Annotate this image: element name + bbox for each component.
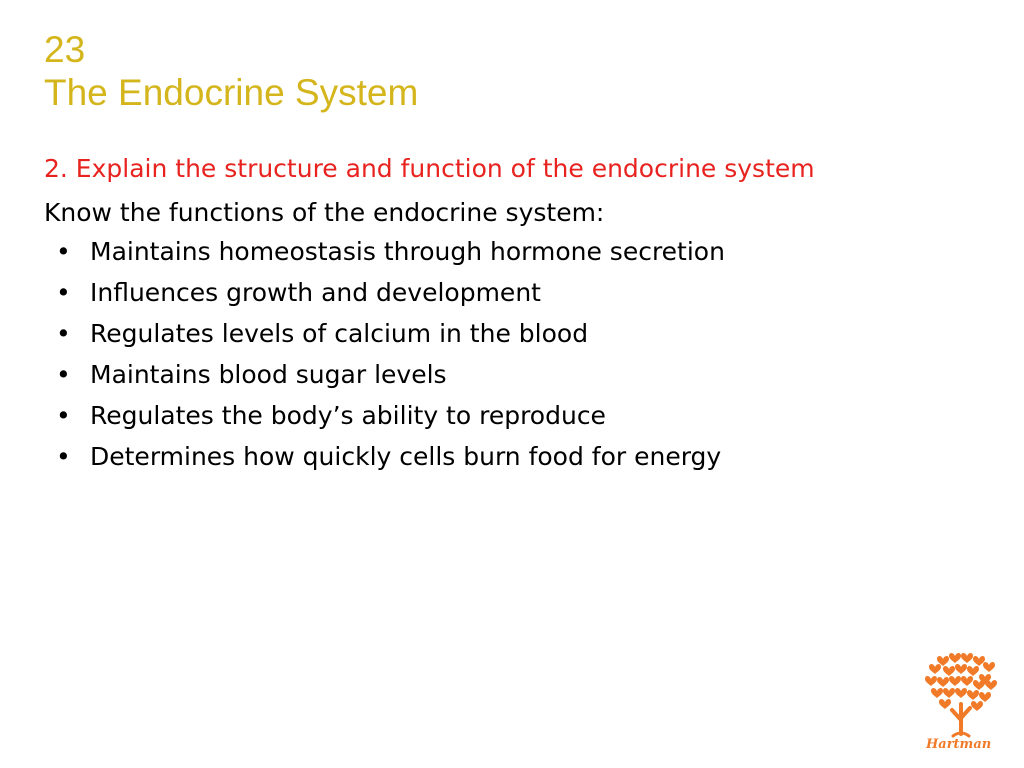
logo-wordmark: Hartman bbox=[926, 737, 992, 752]
bullet-icon: • bbox=[56, 278, 71, 307]
bullet-icon: • bbox=[56, 319, 71, 348]
chapter-header bbox=[44, 28, 418, 114]
list-item-text: Influences growth and development bbox=[90, 278, 541, 307]
intro-text: Know the functions of the endocrine system: bbox=[44, 198, 605, 227]
bullet-icon: • bbox=[56, 442, 71, 471]
list-item-text: Determines how quickly cells burn food for energy bbox=[90, 442, 722, 471]
learning-objective: 2. Explain the structure and function of the endocrine system bbox=[44, 154, 815, 183]
list-item-text: Regulates the body’s ability to reproduce bbox=[90, 401, 606, 430]
bullet-icon: • bbox=[56, 360, 71, 389]
list-item-text: Regulates levels of calcium in the blood bbox=[90, 319, 589, 348]
bullet-icon: • bbox=[56, 401, 71, 430]
bullet-icon: • bbox=[56, 237, 71, 266]
chapter-number: 23 bbox=[44, 29, 86, 70]
list-item-text: Maintains blood sugar levels bbox=[90, 360, 447, 389]
list-item-text: Maintains homeostasis through hormone secretion bbox=[90, 237, 725, 266]
chapter-title: The Endocrine System bbox=[44, 72, 419, 113]
